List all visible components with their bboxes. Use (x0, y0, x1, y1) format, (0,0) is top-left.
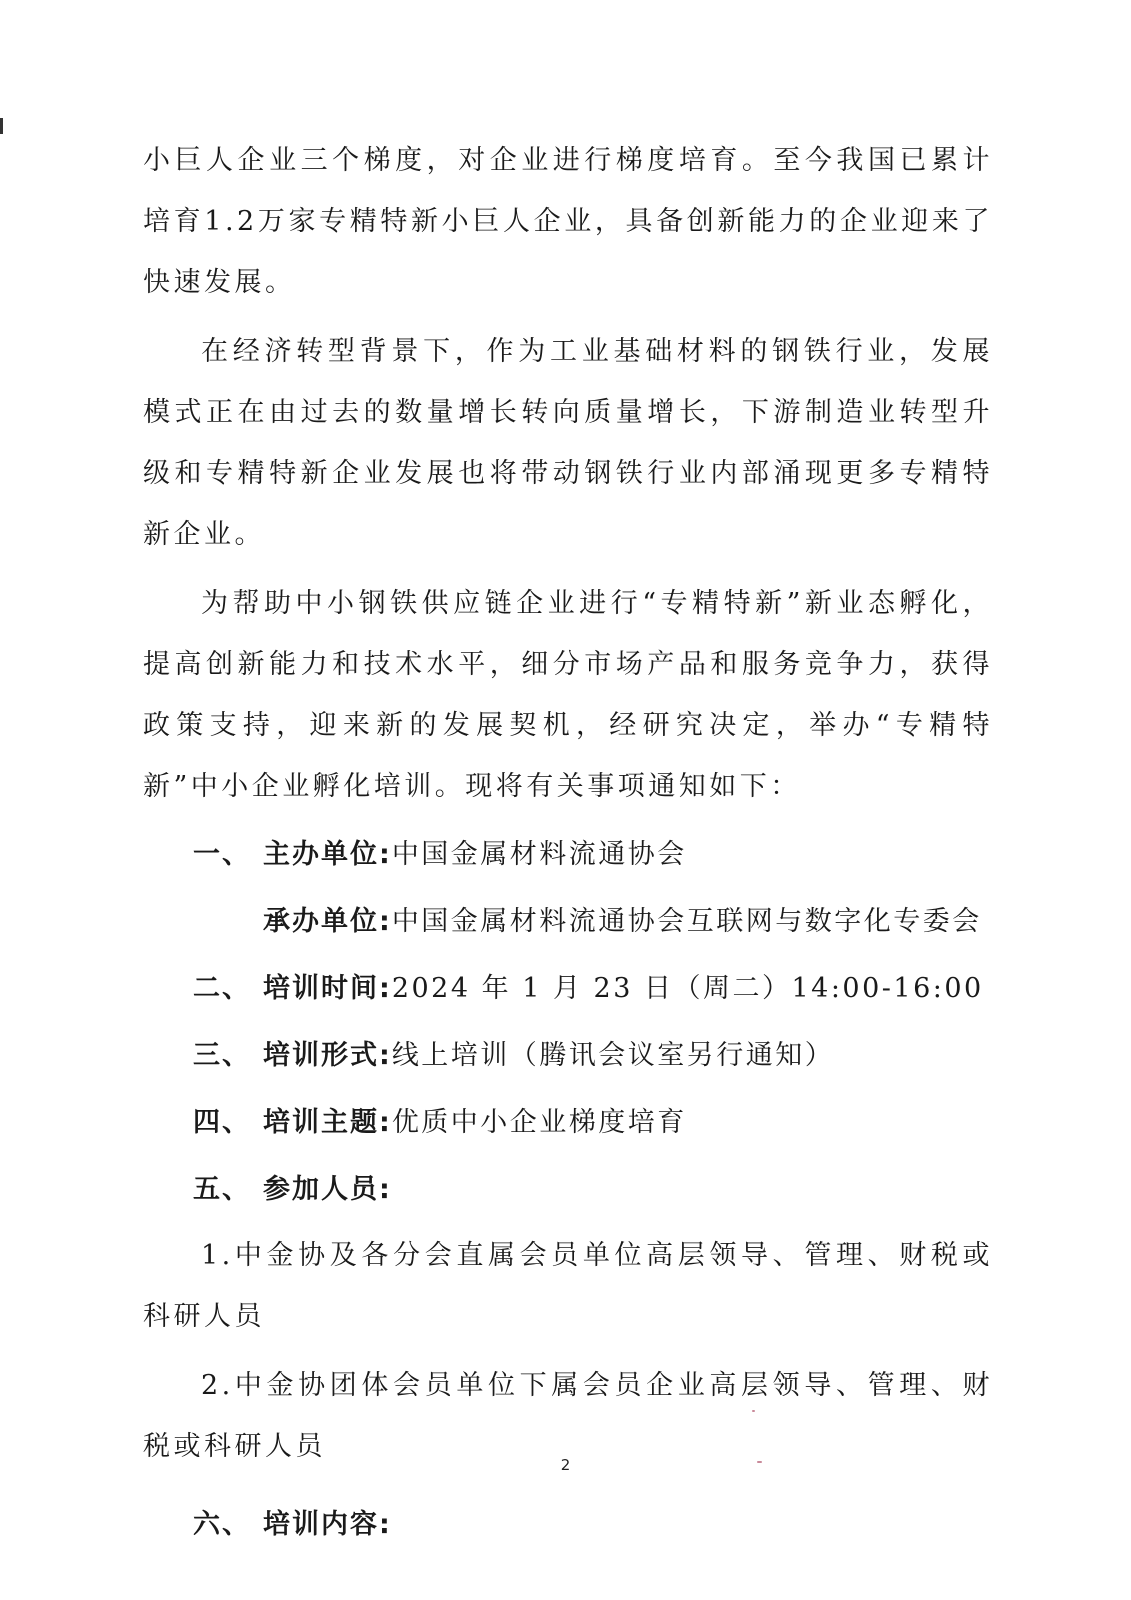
paragraph-intro-continued: 小巨人企业三个梯度，对企业进行梯度培育。至今我国已累计培育1.2万家专精特新小巨人企业，具备创新能力的企业迎来了快速发展。 (143, 145, 993, 298)
item-label: 主办单位 (263, 839, 379, 870)
item-number: 五、 (193, 1174, 251, 1205)
item-organizer: 一、 主办单位:中国金属材料流通协会 (143, 821, 993, 888)
paragraph-purpose: 为帮助中小钢铁供应链企业进行“专精特新”新业态孵化，提高创新能力和技术水平，细分市场产品和服务竞争力，获得政策支持，迎来新的发展契机，经研究决定，举办“专精特新”中小企业孵化培训。现将有关事项通知如下： (143, 588, 993, 802)
scan-speck (752, 1410, 755, 1412)
item-training-content: 六、 培训内容: (143, 1491, 993, 1558)
item-number: 一、 (193, 839, 251, 870)
participant-item-2: 2.中金协团体会员单位下属会员企业高层领导、管理、财税或科研人员 (143, 1370, 993, 1462)
item-participants: 五、 参加人员: (143, 1156, 993, 1223)
item-label: 承办单位 (263, 906, 379, 937)
scan-speck (757, 1461, 762, 1463)
scan-edge-mark (0, 118, 3, 134)
item-number: 四、 (193, 1107, 251, 1138)
item-number: 二、 (193, 973, 251, 1004)
item-value: 线上培训（腾讯会议室另行通知） (391, 1040, 835, 1071)
document-body (143, 130, 993, 1558)
item-label: 培训主题 (263, 1107, 379, 1138)
participant-item-1: 1.中金协及各分会直属会员单位高层领导、管理、财税或科研人员 (143, 1240, 993, 1332)
paragraph-steel-industry: 在经济转型背景下，作为工业基础材料的钢铁行业，发展模式正在由过去的数量增长转向质量增长，下游制造业转型升级和专精特新企业发展也将带动钢铁行业内部涌现更多专精特新企业。 (143, 336, 993, 550)
item-value: 中国金属材料流通协会互联网与数字化专委会 (391, 906, 982, 937)
page-number: 2 (560, 1456, 571, 1474)
item-number: 六、 (193, 1509, 251, 1540)
item-label: 培训时间 (263, 973, 379, 1004)
item-training-time: 二、 培训时间:2024 年 1 月 23 日（周二）14:00-16:00 (143, 955, 993, 1022)
item-label: 参加人员 (263, 1174, 379, 1205)
item-training-format: 三、 培训形式:线上培训（腾讯会议室另行通知） (143, 1022, 993, 1089)
item-co-organizer: 承办单位:中国金属材料流通协会互联网与数字化专委会 (263, 906, 982, 937)
item-label: 培训内容 (263, 1509, 379, 1540)
item-value: 中国金属材料流通协会 (391, 839, 687, 870)
item-value: 优质中小企业梯度培育 (391, 1107, 687, 1138)
item-label: 培训形式 (263, 1040, 379, 1071)
item-training-theme: 四、 培训主题:优质中小企业梯度培育 (143, 1089, 993, 1156)
item-value: 2024 年 1 月 23 日（周二）14:00-16:00 (391, 973, 984, 1004)
item-number: 三、 (193, 1040, 251, 1071)
